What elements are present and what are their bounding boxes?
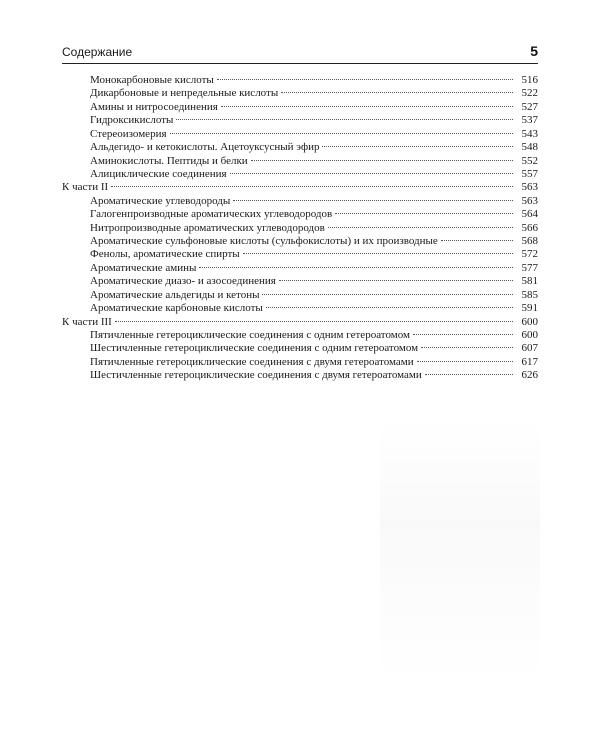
toc-entry-title: Ароматические альдегиды и кетоны	[90, 288, 260, 301]
dot-leader	[441, 240, 513, 241]
toc-entry-page: 568	[521, 235, 538, 248]
toc-entry-page: 600	[521, 315, 538, 328]
dot-leader	[281, 92, 513, 93]
toc-entry-title: Ароматические углеводороды	[90, 194, 231, 207]
toc-entry	[62, 356, 538, 369]
toc-entry	[62, 195, 538, 208]
dot-leader	[233, 200, 513, 201]
toc-entry-page: 527	[521, 100, 538, 113]
toc-entry	[62, 222, 538, 235]
toc-entry-title: Ароматические диазо- и азосоединения	[90, 275, 276, 288]
toc-entry-page: 552	[521, 154, 538, 167]
toc-entry	[62, 342, 538, 355]
toc-entry-title: Ароматические амины	[90, 261, 197, 274]
toc-entry	[62, 74, 538, 87]
toc-entry-page: 600	[521, 329, 538, 342]
dot-leader	[413, 334, 513, 335]
toc-entry-title: Алициклические соединения	[90, 167, 227, 180]
toc-entry-title: Шестичленные гетероциклические соединения с одним гетероатомом	[90, 342, 419, 355]
dot-leader	[230, 173, 513, 174]
dot-leader	[417, 361, 513, 362]
toc-part-entry	[62, 181, 538, 194]
toc-entry-title: К части III	[62, 315, 112, 328]
toc-entry-title: Гидроксикислоты	[90, 114, 174, 127]
toc-entry	[62, 208, 538, 221]
dot-leader	[115, 321, 513, 322]
toc-entry-title: Пятичленные гетероциклические соединения с двумя гетероатомами	[90, 355, 414, 368]
toc-entry-title: Галогенпроизводные ароматических углеводородов	[90, 208, 333, 221]
dot-leader	[199, 267, 513, 268]
toc-entry-title: Нитропроизводные ароматических углеводородов	[90, 221, 325, 234]
toc-entry-page: 566	[521, 221, 538, 234]
dot-leader	[217, 79, 513, 80]
toc-entry	[62, 248, 538, 261]
dot-leader	[322, 146, 513, 147]
bleed-through-shading	[380, 420, 540, 680]
toc-entry-page: 563	[521, 181, 538, 194]
dot-leader	[421, 347, 513, 348]
toc-entry-title: Амины и нитросоединения	[90, 100, 218, 113]
toc-entry-title: Стереоизомерия	[90, 127, 167, 140]
toc-entry-page: 564	[521, 208, 538, 221]
toc-entry-title: Ароматические карбоновые кислоты	[90, 302, 263, 315]
toc-entry-page: 585	[521, 288, 538, 301]
header-page-number: 5	[530, 43, 538, 59]
toc-entry-page: 577	[521, 261, 538, 274]
dot-leader	[251, 160, 513, 161]
toc-entry-page: 607	[521, 342, 538, 355]
toc-entry-page: 626	[521, 369, 538, 382]
table-of-contents	[62, 74, 538, 383]
dot-leader	[111, 186, 513, 187]
toc-entry	[62, 275, 538, 288]
header-title: Содержание	[62, 45, 133, 59]
toc-entry	[62, 141, 538, 154]
toc-entry-title: Фенолы, ароматические спирты	[90, 248, 240, 261]
dot-leader	[221, 106, 513, 107]
toc-entry-page: 548	[521, 141, 538, 154]
toc-entry-title: К части II	[62, 181, 109, 194]
toc-entry-title: Ароматические сульфоновые кислоты (сульфокислоты) и их производные	[90, 235, 438, 248]
toc-entry-title: Дикарбоновые и непредельные кислоты	[90, 87, 279, 100]
toc-entry-page: 516	[521, 74, 538, 86]
toc-entry-page: 581	[521, 275, 538, 288]
dot-leader	[425, 374, 513, 375]
dot-leader	[279, 280, 513, 281]
toc-entry	[62, 262, 538, 275]
toc-entry-page: 572	[521, 248, 538, 261]
dot-leader	[243, 253, 513, 254]
toc-entry-page: 522	[521, 87, 538, 100]
toc-entry	[62, 87, 538, 100]
toc-entry	[62, 329, 538, 342]
toc-entry	[62, 155, 538, 168]
dot-leader	[170, 133, 513, 134]
running-header	[62, 45, 538, 64]
toc-entry-page: 557	[521, 167, 538, 180]
toc-entry-page: 591	[521, 302, 538, 315]
toc-entry	[62, 101, 538, 114]
toc-entry	[62, 302, 538, 315]
toc-entry-title: Шестичленные гетероциклические соединения с двумя гетероатомами	[90, 369, 422, 382]
toc-entry-title: Альдегидо- и кетокислоты. Ацетоуксусный эфир	[90, 141, 320, 154]
toc-entry	[62, 114, 538, 127]
toc-entry	[62, 369, 538, 382]
toc-entry-page: 543	[521, 127, 538, 140]
toc-entry	[62, 235, 538, 248]
toc-entry	[62, 128, 538, 141]
toc-entry	[62, 168, 538, 181]
toc-entry-page: 563	[521, 194, 538, 207]
toc-entry-page: 617	[521, 355, 538, 368]
dot-leader	[262, 294, 513, 295]
toc-entry-title: Аминокислоты. Пептиды и белки	[90, 154, 248, 167]
toc-part-entry	[62, 316, 538, 329]
toc-entry-page: 537	[521, 114, 538, 127]
toc-entry-title: Монокарбоновые кислоты	[90, 74, 214, 86]
toc-entry-title: Пятичленные гетероциклические соединения с одним гетероатомом	[90, 329, 410, 342]
dot-leader	[266, 307, 513, 308]
dot-leader	[328, 227, 513, 228]
toc-entry	[62, 289, 538, 302]
dot-leader	[335, 213, 513, 214]
dot-leader	[176, 119, 513, 120]
